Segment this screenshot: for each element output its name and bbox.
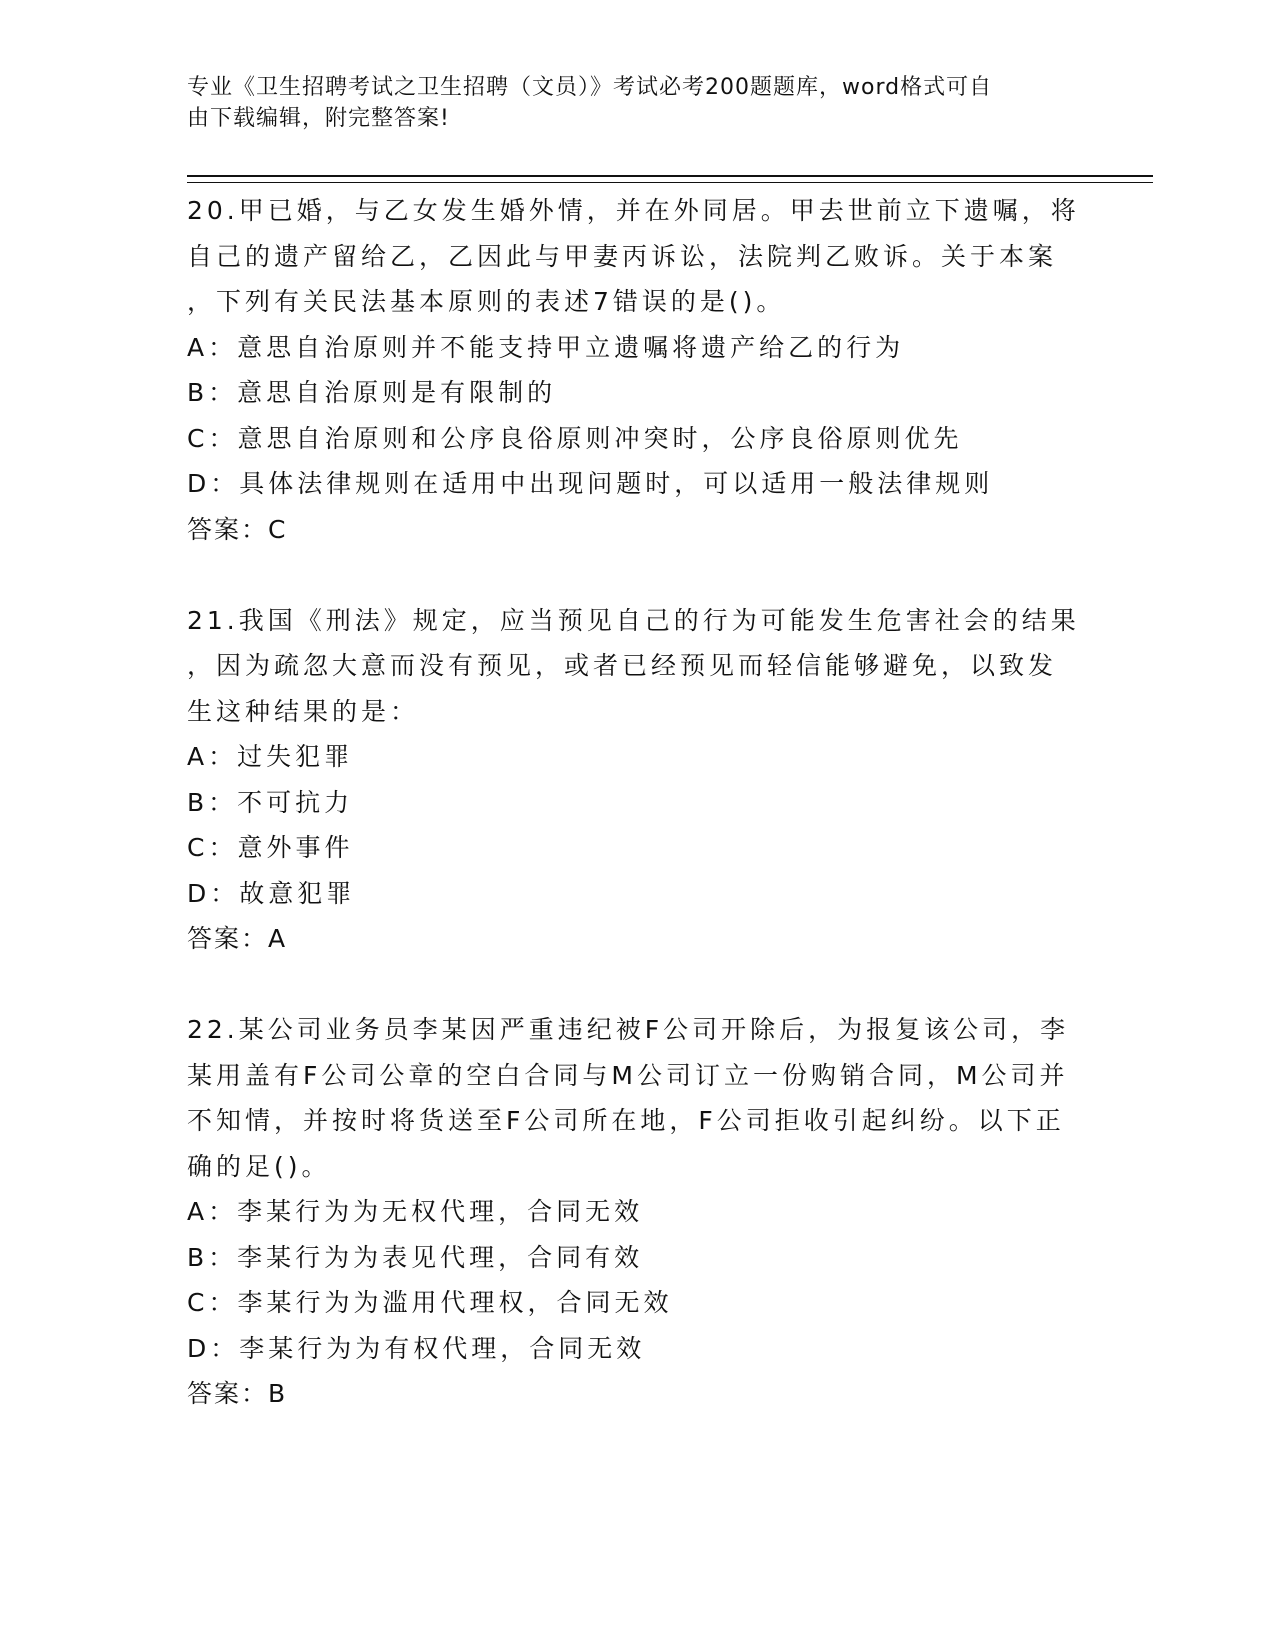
option-d: D：具体法律规则在适用中出现问题时，可以适用一般法律规则 xyxy=(187,469,994,498)
option-c: C：意外事件 xyxy=(187,833,354,862)
option-a: A：过失犯罪 xyxy=(187,742,354,771)
option-c: C：李某行为为滥用代理权，合同无效 xyxy=(187,1288,673,1317)
question-text-line: 不知情，并按时将货送至F公司所在地，F公司拒收引起纠纷。以下正 xyxy=(187,1106,1065,1135)
question-text-line: 22.某公司业务员李某因严重违纪被F公司开除后，为报复该公司，李 xyxy=(187,1015,1070,1044)
header-line-1: 专业《卫生招聘考试之卫生招聘（文员）》考试必考200题题库，word格式可自 xyxy=(187,75,993,100)
document-header xyxy=(187,72,1067,134)
header-line-2: 由下载编辑，附完整答案! xyxy=(187,106,450,131)
question-20 xyxy=(187,188,1087,552)
option-a: A：李某行为为无权代理，合同无效 xyxy=(187,1197,644,1226)
header-divider-thick xyxy=(187,175,1153,177)
option-b: B：不可抗力 xyxy=(187,787,354,817)
question-list xyxy=(187,188,1087,1417)
question-text-line: 21.我国《刑法》规定，应当预见自己的行为可能发生危害社会的结果 xyxy=(187,605,1080,635)
option-a: A：意思自治原则并不能支持甲立遗嘱将遗产给乙的行为 xyxy=(187,332,905,362)
question-text-line: 生这种结果的是： xyxy=(187,696,420,726)
option-b: B：李某行为为表见代理，合同有效 xyxy=(187,1242,644,1272)
option-d: D：故意犯罪 xyxy=(187,878,356,908)
question-text-line: 某用盖有F公司公章的空白合同与M公司订立一份购销合同，M公司并 xyxy=(187,1060,1069,1090)
option-d: D：李某行为为有权代理，合同无效 xyxy=(187,1333,646,1363)
question-text-line: 确的足()。 xyxy=(187,1151,331,1181)
answer-label: 答案：B xyxy=(187,1379,288,1408)
question-text-line: ，下列有关民法基本原则的表述7错误的是()。 xyxy=(187,287,786,316)
question-text-line: 自己的遗产留给乙，乙因此与甲妻丙诉讼，法院判乙败诉。关于本案 xyxy=(187,241,1058,271)
question-21 xyxy=(187,598,1087,962)
question-spacer xyxy=(187,962,1087,1008)
answer-label: 答案：A xyxy=(187,924,288,953)
answer-label: 答案：C xyxy=(187,514,288,544)
question-spacer xyxy=(187,552,1087,598)
question-22 xyxy=(187,1007,1087,1417)
header-divider-thin xyxy=(187,182,1153,183)
option-b: B：意思自治原则是有限制的 xyxy=(187,378,557,407)
question-text-line: ，因为疏忽大意而没有预见，或者已经预见而轻信能够避免，以致发 xyxy=(187,651,1058,680)
option-c: C：意思自治原则和公序良俗原则冲突时，公序良俗原则优先 xyxy=(187,423,963,453)
question-text-line: 20.甲已婚，与乙女发生婚外情，并在外同居。甲去世前立下遗嘱，将 xyxy=(187,196,1080,225)
